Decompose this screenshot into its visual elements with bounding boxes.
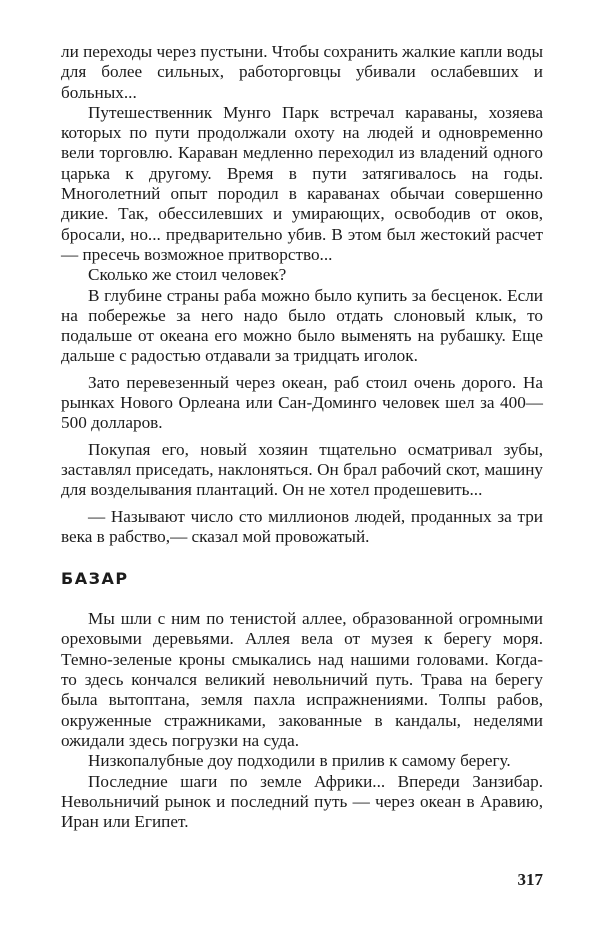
- paragraph-alley: Мы шли с ним по тенистой аллее, образованной огромными ореховыми деревьями. Аллея вела от музея к берегу моря. Темно-зеленые кроны смыкались над нашими головами. Когда-то здесь кончался великий невольничий путь. Трава на берегу была вытоптана, земля пахла испражнениями. Толпы рабов, окруженные стражниками, закованные в кандалы, неделями ожидали здесь погрузки на суда.: [61, 609, 543, 750]
- section-heading-bazaar: БАЗАР: [61, 569, 129, 589]
- paragraph-guide-quote: — Называют число сто миллионов людей, проданных за три века в рабство,— сказал мой провожатый.: [61, 506, 543, 546]
- paragraph-continuation: ли переходы через пустыни. Чтобы сохранить жалкие капли воды для более сильных, работорговцы убивали ослабевших и больных...: [61, 42, 543, 102]
- paragraph-inland-price: В глубине страны раба можно было купить за бесценок. Если на побережье за него надо было отдать слоновый клык, то подальше от океана его можно было выменять на рубашку. Еще дальше с радостью отдавали за тридцать иголок.: [61, 285, 543, 366]
- page-body: [61, 42, 543, 832]
- page-number: 317: [517, 870, 543, 889]
- paragraph-ocean-price: Зато перевезенный через океан, раб стоил очень дорого. На рынках Нового Орлеана или Сан-Доминго человек шел за 400—500 долларов.: [61, 372, 543, 433]
- paragraph-buyer: Покупая его, новый хозяин тщательно осматривал зубы, заставлял приседать, наклоняться. Он брал рабочий скот, машину для возделывания плантаций. Он не хотел продешевить...: [61, 439, 543, 500]
- paragraph-dhows: Низкопалубные доу подходили в прилив к самому берегу.: [88, 751, 511, 771]
- paragraph-question: Сколько же стоил человек?: [88, 265, 287, 285]
- paragraph-zanzibar: Последние шаги по земле Африки... Впереди Занзибар. Невольничий рынок и последний путь — через океан в Аравию, Иран или Египет.: [61, 771, 543, 832]
- paragraph-mungo-park: Путешественник Мунго Парк встречал караваны, хозяева которых по пути продолжали охоту на людей и одновременно вели торговлю. Караван медленно переходил из владений одного царька к другому. Время в пути затягивалось на годы. Многолетний опыт породил в караванах обычаи совершенно дикие. Так, обессилевших и умирающих, освободив от оков, бросали, но... предварительно убив. В этом был жестокий расчет — пресечь возможное притворство...: [61, 102, 543, 264]
